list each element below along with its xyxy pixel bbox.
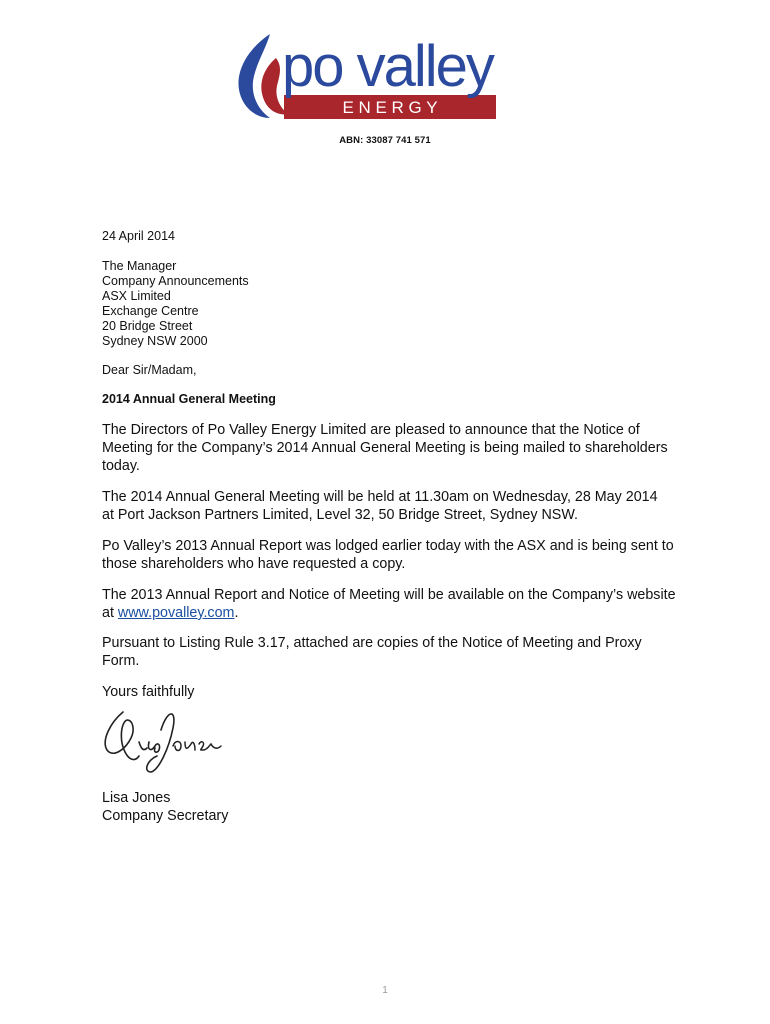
signatory-name: Lisa Jones [102, 790, 171, 806]
website-link[interactable]: www.povalley.com [117, 605, 235, 621]
text-line: The Directors of Po Valley Energy Limited are pleased to announce that the Notice of [102, 422, 640, 438]
text-line: The 2014 Annual General Meeting will be held at 11.30am on Wednesday, 28 May 2014 [102, 489, 658, 505]
text-line [102, 604, 682, 622]
logo-wordmark: po valley [282, 34, 493, 99]
address-line: Sydney NSW 2000 [102, 334, 208, 348]
letter-date: 24 April 2014 [102, 229, 175, 243]
text-line: Po Valley’s 2013 Annual Report was lodged earlier today with the ASX and is being sent to [102, 538, 674, 554]
logo-energy-text: E N E R G Y [342, 98, 438, 117]
text-line: The 2013 Annual Report and Notice of Meeting will be available on the Company’s website [102, 587, 676, 603]
paragraph-meeting-details [102, 488, 682, 524]
address-line: The Manager [102, 259, 177, 273]
text-line: those shareholders who have requested a copy. [102, 556, 406, 572]
signature-image [95, 700, 225, 780]
address-line: Exchange Centre [102, 304, 199, 318]
closing: Yours faithfully [102, 684, 195, 700]
page-number: 1 [382, 985, 388, 996]
text-line: Form. [102, 653, 140, 669]
text-fragment: . [234, 605, 239, 621]
salutation: Dear Sir/Madam, [102, 363, 197, 377]
paragraph-website [102, 586, 682, 622]
paragraph-annual-report [102, 537, 682, 573]
letter-subject: 2014 Annual General Meeting [102, 392, 276, 406]
text-line: Meeting for the Company’s 2014 Annual General Meeting is being mailed to shareholders [102, 440, 668, 456]
address-line: 20 Bridge Street [102, 319, 193, 333]
po-valley-energy-logo [232, 28, 522, 124]
paragraph-announcement [102, 421, 682, 475]
text-line: Pursuant to Listing Rule 3.17, attached are copies of the Notice of Meeting and Proxy [102, 635, 642, 651]
text-line: at Port Jackson Partners Limited, Level 32, 50 Bridge Street, Sydney NSW. [102, 507, 578, 523]
signatory-title: Company Secretary [102, 808, 229, 824]
paragraph-listing-rule [102, 634, 682, 670]
abn-number: ABN: 33087 741 571 [339, 135, 431, 146]
address-line: Company Announcements [102, 274, 249, 288]
recipient-address [102, 259, 249, 349]
text-fragment: at [102, 605, 118, 621]
text-line: today. [102, 458, 140, 474]
address-line: ASX Limited [102, 289, 171, 303]
